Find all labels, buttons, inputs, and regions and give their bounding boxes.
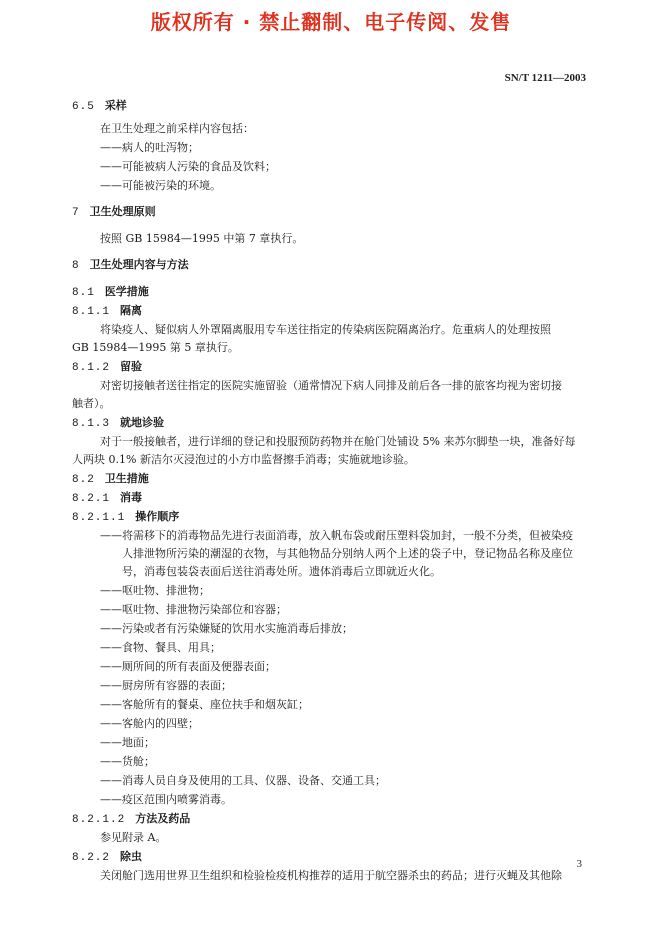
list-item: ——消毒人员自身及使用的工具、仪器、设备、交通工具； xyxy=(100,774,386,787)
paragraph-line: 将染疫人、疑似病人外罩隔离服用专车送往指定的传染病医院隔离治疗。危重病人的处理按照 xyxy=(100,323,551,336)
list-item: ——疫区范围内喷雾消毒。 xyxy=(100,793,232,806)
section-heading xyxy=(72,359,142,376)
paragraph-line: 对密切接触者送往指定的医院实施留验（通常情况下病人同排及前后各一排的旅客均视为密切接 xyxy=(100,379,562,392)
section-title: 消毒 xyxy=(120,491,143,504)
list-item: ——地面； xyxy=(100,736,155,749)
section-heading xyxy=(72,303,142,320)
paragraph-line: 对于一般接触者，进行详细的登记和投服预防药物并在舱门处铺设 5% 来苏尔脚垫一块，准备好每 xyxy=(100,435,576,448)
section-number: 8.2 xyxy=(72,474,95,486)
list-item: ——客舱所有的餐桌、座位扶手和烟灰缸； xyxy=(100,698,309,711)
page-number: 3 xyxy=(576,858,582,870)
section-heading xyxy=(72,849,142,866)
section-title: 卫生处理原则 xyxy=(89,205,156,218)
section-number: 6.5 xyxy=(72,101,95,113)
section-number: 8.1.3 xyxy=(72,418,111,430)
section-number: 8.2.1.1 xyxy=(72,512,126,524)
section-title: 留验 xyxy=(120,360,143,373)
paragraph-line: 触者）。 xyxy=(72,397,111,410)
paragraph-line: 人两块 0.1% 新洁尔灭浸泡过的小方巾监督擦手消毒；实施就地诊验。 xyxy=(72,453,415,466)
section-title: 卫生处理内容与方法 xyxy=(89,258,189,271)
section-number: 8.1.1 xyxy=(72,306,111,318)
list-item: ——货舱； xyxy=(100,755,155,768)
paragraph-line: 关闭舱门选用世界卫生组织和检验检疫机构推荐的适用于航空器杀虫的药品；进行灭蝇及其他除 xyxy=(100,869,562,882)
list-item: ——病人的吐泻物； xyxy=(100,141,199,154)
section-title: 就地诊验 xyxy=(120,416,165,429)
section-title: 采样 xyxy=(104,99,127,112)
section-title: 操作顺序 xyxy=(135,510,180,523)
paragraph-line: 在卫生处理之前采样内容包括： xyxy=(100,122,254,135)
paragraph-line: 按照 GB 15984—1995 中第 7 章执行。 xyxy=(100,232,304,245)
paragraph-line: 参见附录 A。 xyxy=(100,831,167,844)
section-heading xyxy=(72,284,149,301)
section-number: 8.2.2 xyxy=(72,852,111,864)
section-title: 除虫 xyxy=(120,850,143,863)
section-heading xyxy=(72,490,142,507)
list-item: ——客舱内的四壁； xyxy=(100,717,199,730)
list-item: ——可能被病人污染的食品及饮料； xyxy=(100,160,276,173)
section-heading xyxy=(72,98,127,115)
section-heading xyxy=(72,204,156,221)
list-item: ——厕所间的所有表面及便器表面； xyxy=(100,660,276,673)
list-item-continuation: 号，消毒包装袋表面后送往消毒处所。遗体消毒后立即就近火化。 xyxy=(122,565,441,578)
list-item: ——食物、餐具、用具； xyxy=(100,641,221,654)
section-heading xyxy=(72,257,189,274)
section-number: 8 xyxy=(72,260,80,272)
list-item-continuation: 人排泄物所污染的潮湿的衣物，与其他物品分别纳人两个上述的袋子中，登记物品名称及座位 xyxy=(122,547,573,560)
list-item: ——呕吐物、排泄物污染部位和容器； xyxy=(100,603,287,616)
section-number: 8.1.2 xyxy=(72,362,111,374)
copyright-banner: 版权所有 · 禁止翻制、电子传阅、发售 xyxy=(150,10,512,34)
section-heading xyxy=(72,471,149,488)
section-title: 隔离 xyxy=(120,304,143,317)
list-item: ——呕吐物、排泄物； xyxy=(100,584,210,597)
section-title: 方法及药品 xyxy=(135,812,191,825)
section-heading xyxy=(72,811,190,828)
section-heading xyxy=(72,509,179,526)
list-item: ——厨房所有容器的表面； xyxy=(100,679,232,692)
list-item: ——可能被污染的环境。 xyxy=(100,179,221,192)
section-title: 医学措施 xyxy=(104,285,149,298)
section-number: 8.1 xyxy=(72,287,95,299)
paragraph-line: GB 15984—1995 第 5 章执行。 xyxy=(72,341,239,354)
section-number: 7 xyxy=(72,207,80,219)
section-heading xyxy=(72,415,164,432)
list-item: ——污染或者有污染嫌疑的饮用水实施消毒后排放； xyxy=(100,622,353,635)
standard-number: SN/T 1211—2003 xyxy=(504,72,586,84)
section-number: 8.2.1 xyxy=(72,493,111,505)
list-item: ——将需移下的消毒物品先进行表面消毒，放入帆布袋或耐压塑料袋加封，一般不分类，但被染疫 xyxy=(100,529,573,542)
section-number: 8.2.1.2 xyxy=(72,814,126,826)
section-title: 卫生措施 xyxy=(104,472,149,485)
